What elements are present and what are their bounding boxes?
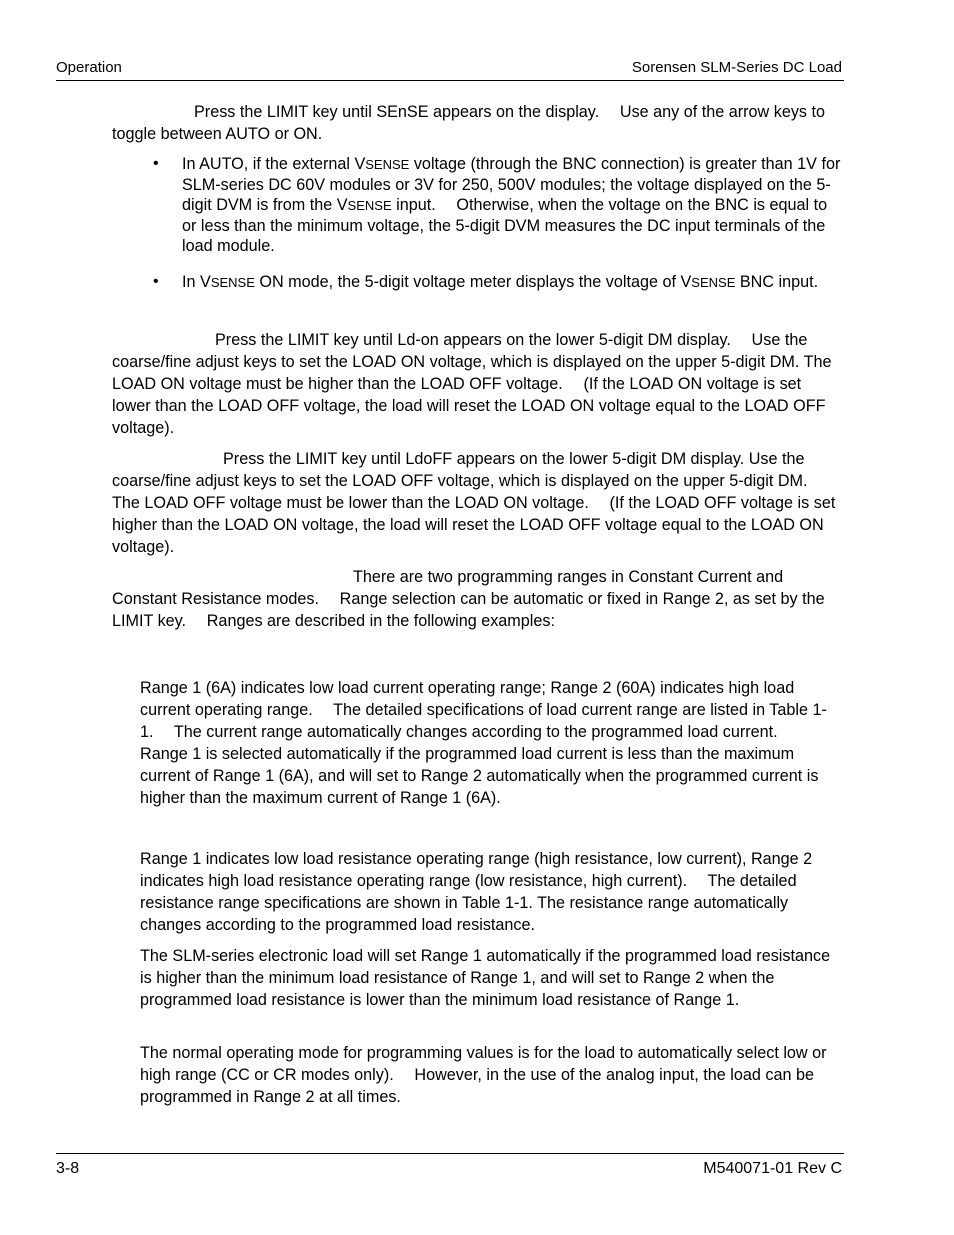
load-off-paragraph	[112, 448, 844, 558]
cc-range-paragraph	[140, 677, 844, 809]
range-paragraph-text: There are two programming ranges in Constant Current and Constant Resistance modes. Range selection can be automatic or fixed in Range 2, as set by the LIMIT key. Ranges are described in the following examples:	[112, 568, 825, 630]
footer-rule	[56, 1153, 844, 1154]
bullet-on-text-3: BNC input.	[735, 273, 819, 291]
bullet-auto-text-2: voltage (through the BNC connection) is greater than 1V for SLM-series DC 60V modules or 3V for 250, 500V modules; the voltage displayed on the 5-digit DVM is from the	[182, 155, 841, 214]
header-rule	[56, 80, 844, 81]
vsense-term: VSENSE	[200, 273, 255, 291]
normal-mode-paragraph-text: The normal operating mode for programming values is for the load to automatically select low or high range (CC or CR modes only). However, in the use of the analog input, the load can be programmed in Range 2 at all times.	[140, 1044, 827, 1106]
load-off-paragraph-text: Press the LIMIT key until LdoFF appears on the lower 5-digit DM display. Use the coarse/fine adjust keys to set the LOAD OFF voltage, which is displayed on the upper 5-digit DM. The LOAD OFF voltage must be lower than the LOAD ON voltage. (If the LOAD OFF voltage is set higher than the LOAD ON voltage, the load will reset the LOAD OFF voltage equal to the LOAD ON voltage).	[112, 450, 836, 556]
load-on-paragraph-text: Press the LIMIT key until Ld-on appears on the lower 5-digit DM display. Use the coarse/fine adjust keys to set the LOAD ON voltage, which is displayed on the upper 5-digit DM. The LOAD ON voltage must be higher than the LOAD OFF voltage. (If the LOAD ON voltage is set lower than the LOAD OFF voltage, the load will reset the LOAD ON voltage equal to the LOAD OFF voltage).	[112, 331, 832, 437]
bullet-auto-text-1: In AUTO, if the external	[182, 155, 355, 173]
bullet-auto	[182, 154, 844, 256]
vsense-term: VSENSE	[680, 273, 736, 291]
bullet-marker: •	[153, 273, 159, 290]
cr-auto-paragraph-text: The SLM-series electronic load will set Range 1 automatically if the programmed load resistance is higher than the minimum load resistance of Range 1, and will set to Range 2 when the programmed load resistance is lower than the minimum load resistance of Range 1.	[140, 947, 831, 1009]
header-document-title: Sorensen SLM-Series DC Load	[631, 59, 842, 76]
range-paragraph	[112, 566, 844, 632]
bullet-on-text-2: ON mode, the 5-digit voltage meter displays the voltage of	[254, 273, 681, 291]
bullet-auto-text-3: input. Otherwise, when the voltage on the BNC is equal to or less than the minimum voltage, the 5-digit DVM measures the DC input terminals of the load module.	[182, 196, 828, 255]
bullet-on	[182, 272, 844, 293]
cc-range-paragraph-text: Range 1 (6A) indicates low load current operating range; Range 2 (60A) indicates high load current operating range. The detailed specifications of load current range are listed in Table 1-1. The current range automatically changes according to the programmed load current. Range 1 is selected automatically if the programmed load current is less than the maximum current of Range 1 (6A), and will set to Range 2 automatically when the programmed current is higher than the maximum current of Range 1 (6A).	[140, 679, 827, 807]
header-section-title: Operation	[56, 59, 122, 76]
cr-auto-paragraph	[140, 945, 844, 1011]
document-revision: M540071-01 Rev C	[703, 1160, 842, 1177]
vsense-term: VSENSE	[354, 155, 410, 173]
bullet-marker: •	[153, 155, 159, 172]
cr-range-paragraph	[140, 848, 844, 936]
vsense-term: VSENSE	[336, 196, 392, 214]
bullet-on-text-1: In	[182, 273, 200, 291]
sense-paragraph-text: Press the LIMIT key until SEnSE appears on the display. Use any of the arrow keys to toggle between AUTO or ON.	[112, 103, 826, 143]
sense-paragraph	[112, 101, 844, 145]
load-on-paragraph	[112, 329, 844, 439]
page-number: 3-8	[56, 1160, 80, 1177]
normal-mode-paragraph	[140, 1042, 844, 1108]
cr-range-paragraph-text: Range 1 indicates low load resistance operating range (high resistance, low current), Range 2 indicates high load resistance operating range (low resistance, high current). The detailed resistance range specifications are shown in Table 1-1. The resistance range automatically changes according to the programmed load resistance.	[140, 850, 813, 934]
